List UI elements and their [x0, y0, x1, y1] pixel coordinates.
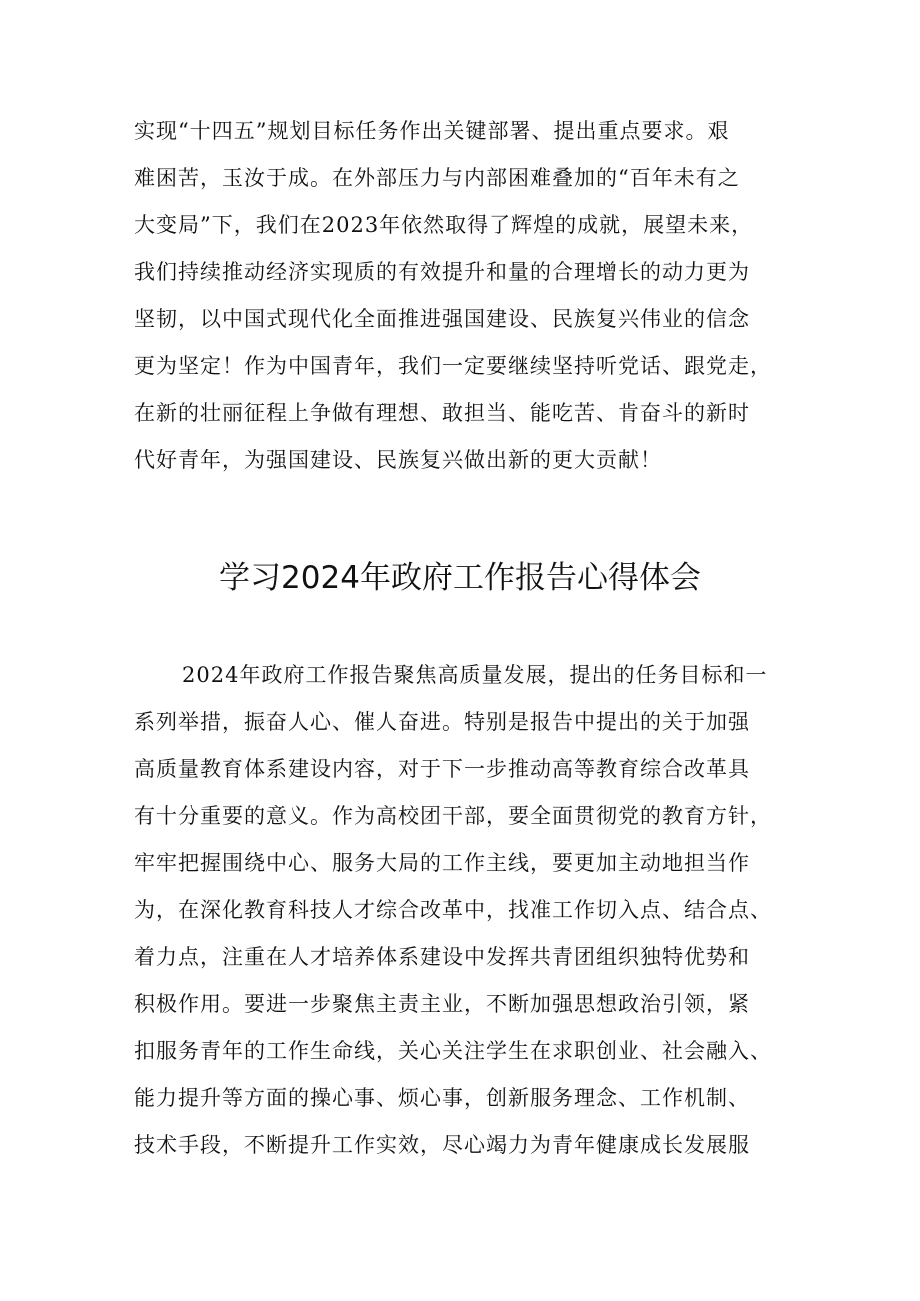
text-line: 更为坚定！作为中国青年，我们一定要继续坚持听党话、跟党走，: [134, 354, 772, 378]
text-line: 坚韧，以中国式现代化全面推进强国建设、民族复兴伟业的信念: [134, 307, 750, 331]
text-line: 扣服务青年的工作生命线，关心关注学生在求职创业、社会融入、: [134, 1039, 772, 1063]
text-line: 有十分重要的意义。作为高校团干部，要全面贯彻党的教育方针，: [134, 804, 772, 828]
document-title: 学习2024年政府工作报告心得体会: [219, 560, 701, 596]
text-line: 实现“十四五”规划目标任务作出关键部署、提出重点要求。艰: [134, 119, 730, 143]
text-line: 难困苦，玉汝于成。在外部压力与内部困难叠加的“百年未有之: [134, 166, 740, 190]
text-line: 大变局”下，我们在2023年依然取得了辉煌的成就，展望未来，: [134, 213, 754, 237]
text-line: 我们持续推动经济实现质的有效提升和量的合理增长的动力更为: [134, 260, 750, 284]
text-line: 牢牢把握围绕中心、服务大局的工作主线，要更加主动地担当作: [134, 851, 750, 875]
text-line: 积极作用。要进一步聚焦主责主业，不断加强思想政治引领，紧: [134, 992, 750, 1016]
text-line: 代好青年，为强国建设、民族复兴做出新的更大贡献！: [134, 448, 662, 472]
text-line: 系列举措，振奋人心、催人奋进。特别是报告中提出的关于加强: [134, 710, 750, 734]
text-line: 能力提升等方面的操心事、烦心事，创新服务理念、工作机制、: [134, 1086, 750, 1110]
body-paragraph: [134, 652, 794, 1169]
text-line: 为，在深化教育科技人才综合改革中，找准工作切入点、结合点、: [134, 898, 772, 922]
text-line-first: 2024年政府工作报告聚焦高质量发展，提出的任务目标和一: [182, 663, 768, 687]
text-line: 在新的壮丽征程上争做有理想、敢担当、能吃苦、肯奋斗的新时: [134, 401, 750, 425]
body-paragraph-continued: [134, 108, 794, 484]
text-line: 技术手段，不断提升工作实效，尽心竭力为青年健康成长发展服: [134, 1133, 750, 1157]
text-line: 着力点，注重在人才培养体系建设中发挥共青团组织独特优势和: [134, 945, 750, 969]
text-line: 高质量教育体系建设内容，对于下一步推动高等教育综合改革具: [134, 757, 750, 781]
